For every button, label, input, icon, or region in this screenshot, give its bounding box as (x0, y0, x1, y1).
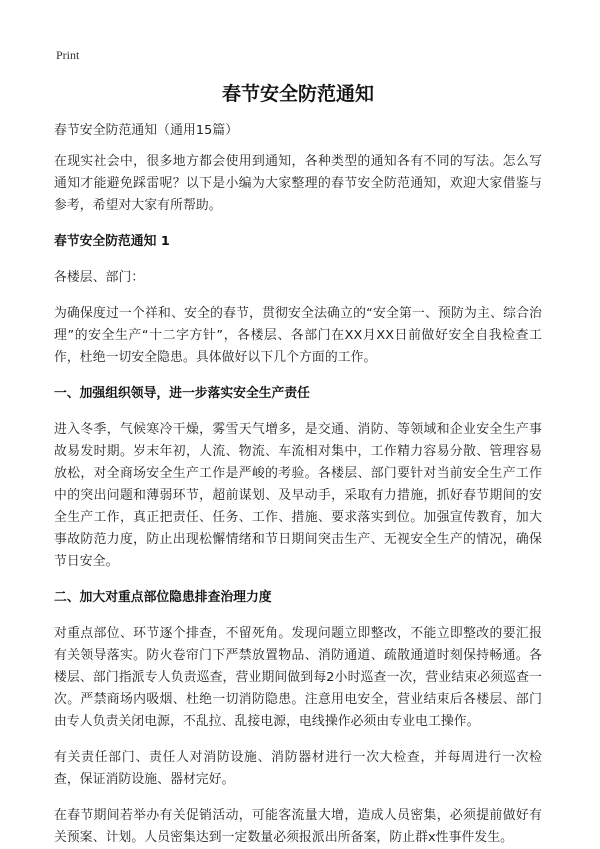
body-paragraph-1: 进入冬季，气候寒冷干燥，雾雪天气增多，是交通、消防、等领域和企业安全生产事故易发时期。岁末年初，人流、物流、车流相对集中，工作精力容易分散、管理容易放松，对全商场安全生产工作是严峻的考验。各楼层、部门要针对当前安全生产工作中的突出问题和薄弱环节，超前谋划、及早动手，采取有力措施，抓好春节期间的安全生产工作，真正把责任、任务、工作、措施、要求落实到位。加强宣传教育，加大事故防范力度，防止出现松懈情绪和节日期间突击生产、无视安全生产的情况，确保节日安全。 (54, 422, 542, 569)
opening-paragraph: 为确保度过一个祥和、安全的春节，贯彻安全法确立的“安全第一、预防为主、综合治理”的安全生产“十二字方针”，各楼层、各部门在XX月XX日前做好安全自我检查工作，杜绝一切安全隐患。具体做好以下几个方面的工作。 (54, 306, 542, 365)
heading-1: 一、加强组织领导，进一步落实安全生产责任 (54, 386, 310, 401)
document-title: 春节安全防范通知 (221, 83, 374, 105)
section-title: 春节安全防范通知 1 (54, 234, 170, 249)
body-paragraph-3: 有关责任部门、责任人对消防设施、消防器材进行一次大检查，并每周进行一次检查，保证消防设施、器材完好。 (54, 750, 542, 787)
print-link[interactable]: Print (56, 48, 80, 62)
document-subtitle: 春节安全防范通知（通用15篇） (54, 123, 239, 138)
salutation: 各楼层、部门： (54, 270, 145, 285)
intro-paragraph: 在现实社会中，很多地方都会使用到通知，各种类型的通知各有不同的写法。怎么写通知才能避免踩雷呢？以下是小编为大家整理的春节安全防范通知，欢迎大家借鉴与参考，希望对大家有所帮助。 (54, 154, 542, 213)
body-paragraph-2: 对重点部位、环节逐个排查，不留死角。发现问题立即整改，不能立即整改的要汇报有关领导落实。防火卷帘门下严禁放置物品、消防通道、疏散通道时刻保持畅通。各楼层、部门指派专人负责巡查，营业期间做到每2小时巡查一次，营业结束必须巡查一次。严禁商场内吸烟、杜绝一切消防隐患。注意用电安全，营业结束后各楼层、部门由专人负责关闭电源，不乱拉、乱接电源，电线操作必须由专业电工操作。 (54, 626, 542, 729)
heading-2: 二、加大对重点部位隐患排查治理力度 (54, 590, 272, 605)
body-paragraph-4: 在春节期间若举办有关促销活动，可能客流量大增，造成人员密集，必须提前做好有关预案、计划。人员密集达到一定数量必须报派出所备案，防止群x性事件发生。 (54, 808, 542, 845)
